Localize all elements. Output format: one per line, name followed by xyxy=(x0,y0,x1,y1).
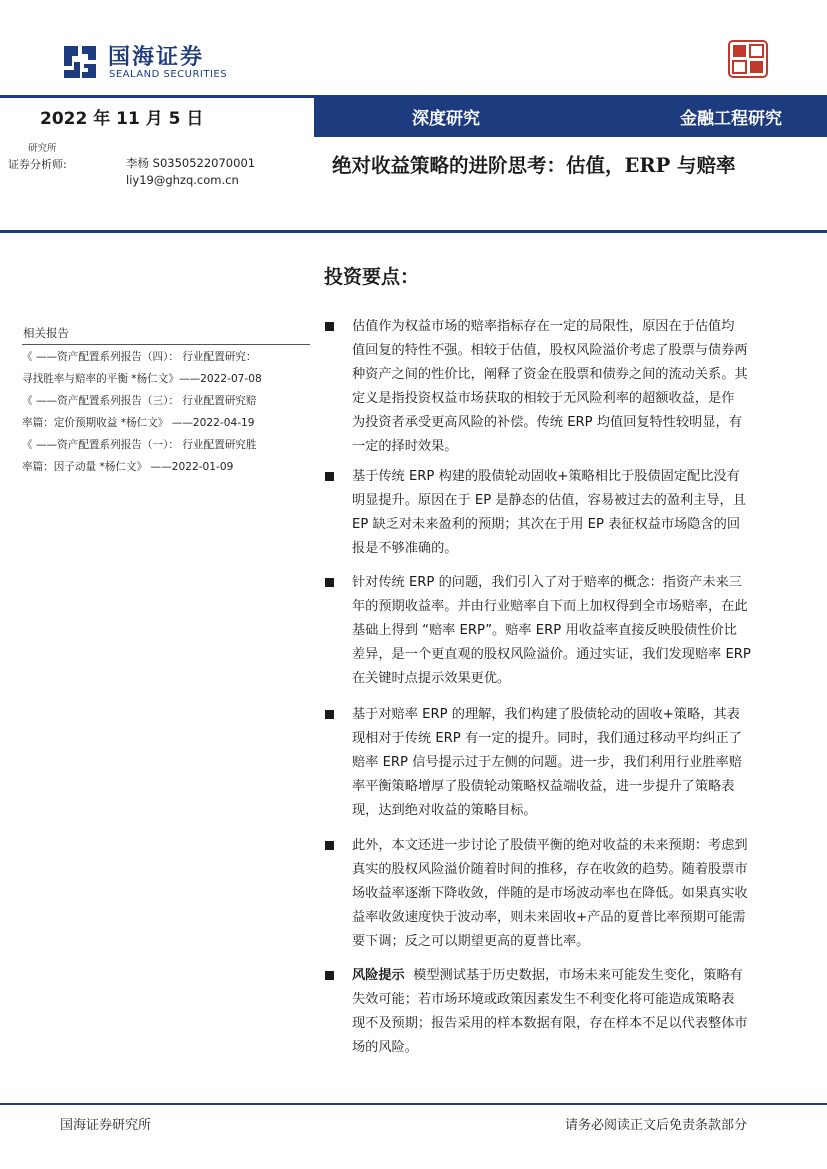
footer-divider xyxy=(0,1103,827,1105)
logo-text-cn: 国海证券 xyxy=(108,45,205,70)
key-point-paragraph xyxy=(352,703,742,823)
bullet-square-icon xyxy=(325,971,334,980)
bullet-square-icon xyxy=(325,841,334,850)
para-line: 场收益率逐渐下降收敛，伴随的是市场波动率也在降低。如果真实收 xyxy=(352,886,748,901)
analyst-email[interactable]: liy19@ghzq.com.cn xyxy=(126,173,239,187)
related-report-line[interactable]: 《 ——资产配置系列报告（四）： 行业配置研究： xyxy=(22,351,257,363)
para-line: 此外，本文还进一步讨论了股债平衡的绝对收益的未来预期：考虑到 xyxy=(352,838,748,853)
related-report-line[interactable]: 寻找胜率与赔率的平衡 *杨仁文》——2022-07-08 xyxy=(22,373,262,385)
para-line: 现，达到绝对收益的策略目标。 xyxy=(352,803,537,818)
logo-text-en: SEALAND SECURITIES xyxy=(109,69,228,80)
report-title: 绝对收益策略的进阶思考：估值，ERP 与赔率 xyxy=(332,154,736,177)
report-type: 深度研究 xyxy=(412,109,480,129)
para-line: 率平衡策略增厚了股债轮动策略权益端收益，进一步提升了策略表 xyxy=(352,779,735,794)
header-divider xyxy=(0,230,827,233)
key-point-paragraph xyxy=(352,571,751,691)
key-points-title: 投资要点： xyxy=(324,266,420,288)
para-line: 估值作为权益市场的赔率指标存在一定的局限性，原因在于估值均 xyxy=(352,319,735,334)
bullet-square-icon xyxy=(325,472,334,481)
key-point-paragraph xyxy=(352,465,746,561)
related-report-line[interactable]: 率篇：定价预期收益 *杨仁文》 ——2022-04-19 xyxy=(22,417,255,429)
para-line: 基于对赔率 ERP 的理解，我们构建了股债轮动的固收+策略，其表 xyxy=(352,707,740,722)
para-line: 基于传统 ERP 构建的股债轮动固收+策略相比于股债固定配比没有 xyxy=(352,469,740,484)
para-line: 益率收敛速度快于波动率，则未来固收+产品的夏普比率预期可能需 xyxy=(352,910,746,925)
para-line: 差异，是一个更直观的股权风险溢价。通过实证，我们发现赔率 ERP xyxy=(352,647,751,662)
para-line: 赔率 ERP 信号提示过于左侧的问题。进一步，我们利用行业胜率赔 xyxy=(352,755,742,770)
para-line: EP 缺乏对未来盈利的预期；其次在于用 EP 表征权益市场隐含的回 xyxy=(352,517,741,532)
analyst-name: 李杨 S0350522070001 xyxy=(126,156,256,170)
footer-disclaimer: 请务必阅读正文后免责条款部分 xyxy=(565,1118,748,1133)
related-divider xyxy=(22,344,310,345)
risk-paragraph xyxy=(352,964,748,1060)
para-line xyxy=(352,964,748,988)
related-report-line[interactable]: 率篇：因子动量 *杨仁文》 ——2022-01-09 xyxy=(22,461,234,473)
para-line: 针对传统 ERP 的问题，我们引入了对于赔率的概念：指资产未来三 xyxy=(352,575,742,590)
para-line: 报是不够准确的。 xyxy=(352,541,458,556)
para-line: 在关键时点提示效果更优。 xyxy=(352,671,511,686)
research-seal-icon xyxy=(728,40,768,78)
bullet-square-icon xyxy=(325,578,334,587)
institute-label: 研究所 xyxy=(28,143,57,154)
para-line: 场的风险。 xyxy=(352,1040,418,1055)
risk-label: 风险提示 xyxy=(352,968,405,983)
related-reports-heading: 相关报告 xyxy=(23,326,69,340)
related-report-line[interactable]: 《 ——资产配置系列报告（三）： 行业配置研究赔 xyxy=(22,395,257,407)
report-date: 2022 年 11 月 5 日 xyxy=(40,109,204,129)
key-point-paragraph xyxy=(352,315,748,459)
footer-institute: 国海证券研究所 xyxy=(60,1118,152,1133)
bullet-square-icon xyxy=(325,322,334,331)
para-line: 一定的择时效果。 xyxy=(352,439,458,454)
para-line: 现不及预期；报告采用的样本数据有限，存在样本不足以代表整体市 xyxy=(352,1016,748,1031)
para-line: 值回复的特性不强。相较于估值，股权风险溢价考虑了股票与债券两 xyxy=(352,343,748,358)
para-line: 要下调；反之可以期望更高的夏普比率。 xyxy=(352,934,590,949)
para-line: 明显提升。原因在于 EP 是静态的估值，容易被过去的盈利主导，且 xyxy=(352,493,746,508)
report-category: 金融工程研究 xyxy=(680,109,782,129)
para-line: 为投资者承受更高风险的补偿。传统 ERP 均值回复特性较明显，有 xyxy=(352,415,742,430)
bullet-square-icon xyxy=(325,710,334,719)
para-line: 真实的股权风险溢价随着时间的推移，存在收敛的趋势。随着股票市 xyxy=(352,862,748,877)
para-line: 失效可能；若市场环境或政策因素发生不利变化将可能造成策略表 xyxy=(352,992,735,1007)
para-line: 种资产之间的性价比，阐释了资金在股票和债券之间的流动关系。其 xyxy=(352,367,748,382)
para-line: 定义是指投资权益市场获取的相较于无风险利率的超额收益，是作 xyxy=(352,391,735,406)
risk-text: 模型测试基于历史数据，市场未来可能发生变化，策略有 xyxy=(413,968,743,983)
key-point-paragraph xyxy=(352,834,748,954)
para-line: 现相对于传统 ERP 有一定的提升。同时，我们通过移动平均纠正了 xyxy=(352,731,742,746)
para-line: 基础上得到 “赔率 ERP”。赔率 ERP 用收益率直接反映股债性价比 xyxy=(352,623,737,638)
analyst-label: 证券分析师: xyxy=(8,158,67,171)
sealand-logo-icon xyxy=(60,42,100,82)
related-report-line[interactable]: 《 ——资产配置系列报告（一）： 行业配置研究胜 xyxy=(22,439,257,451)
para-line: 年的预期收益率。并由行业赔率自下而上加权得到全市场赔率，在此 xyxy=(352,599,748,614)
